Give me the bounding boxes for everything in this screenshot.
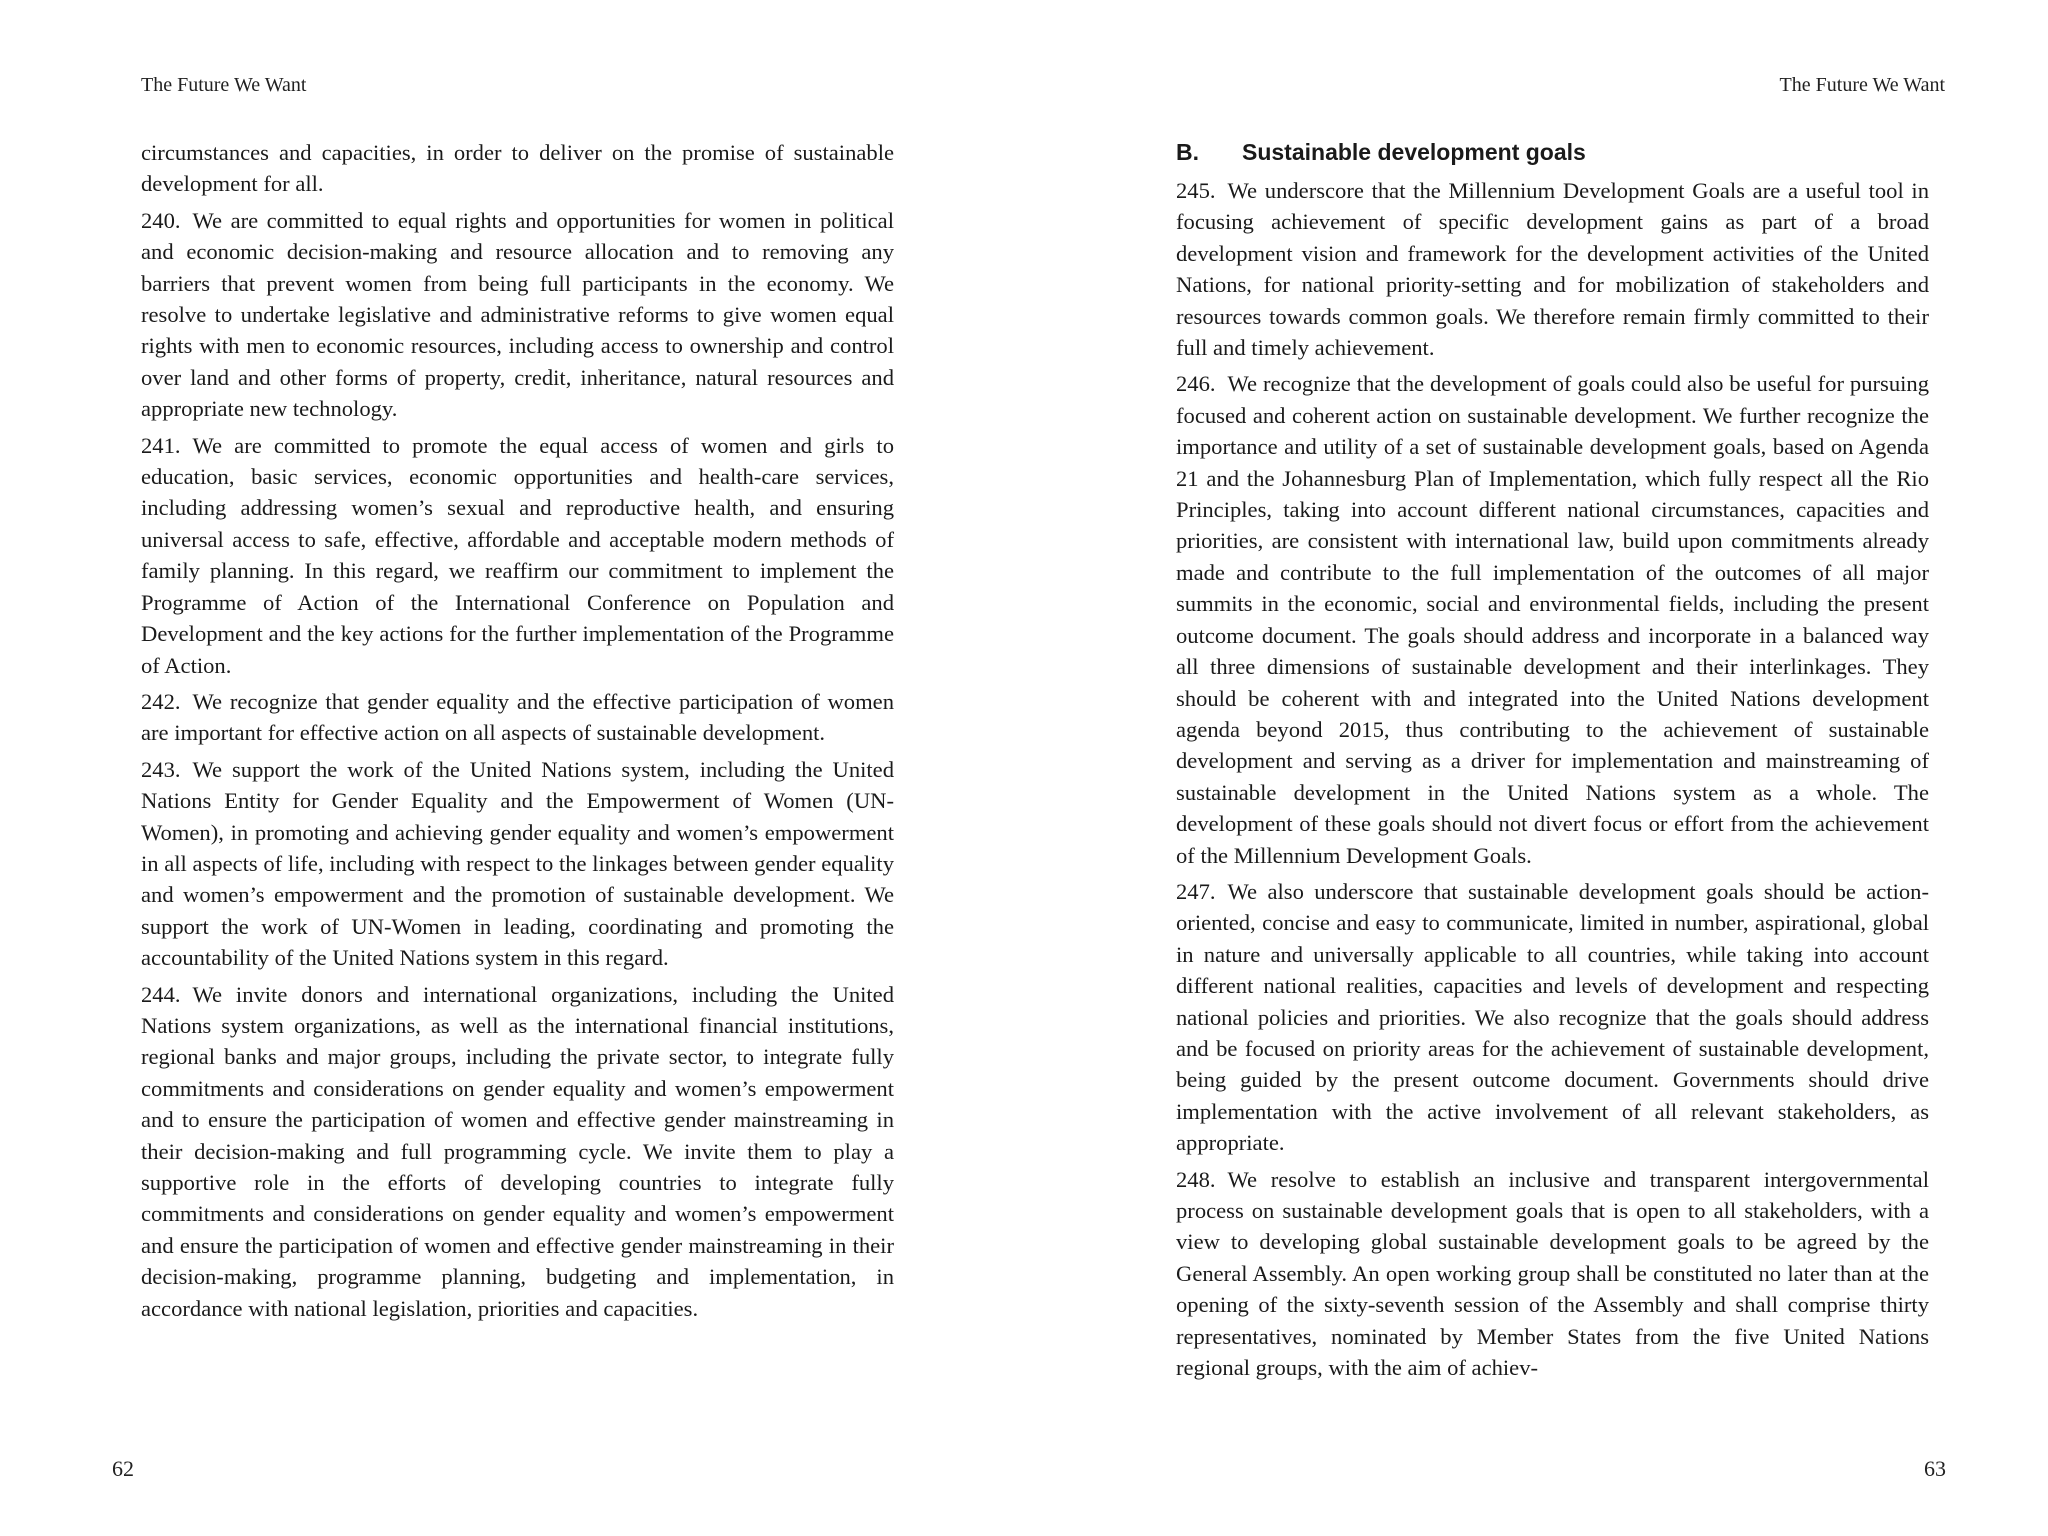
paragraph-number: 246. — [1176, 371, 1216, 397]
paragraph-text: We are committed to promote the equal access of women and girls to education, basic services, economic opportunities and health-care services, including addressing women’s sexual and reproductive health, and ensuring universal access to safe, effective, affordable and acceptable modern methods of family planning. In this regard, we reaffirm our commitment to implement the Programme of Action of the International Conference on Population and Development and the key actions for the further implementation of the Programme of Action. — [141, 432, 894, 678]
continuation-paragraph: circumstances and capacities, in order to deliver on the promise of sustainable development for all. — [141, 140, 894, 197]
running-head: The Future We Want — [141, 74, 307, 96]
paragraph-text: We support the work of the United Nations system, including the United Nations Entity for Gender Equality and the Empowerment of Women (UN-Women), in promoting and achieving gender equality and women’s empowerment in all aspects of life, including with respect to the linkages between gender equality and women’s empowerment and the promotion of sustainable development. We support the work of UN-Women in leading, coordinating and promoting the accountability of the United Nations system in this regard. — [141, 756, 894, 971]
section-title: Sustainable development goals — [1242, 139, 1586, 165]
section-letter: B. — [1176, 139, 1199, 165]
paragraph-242 — [141, 686, 894, 749]
paragraph-number: 241. — [141, 432, 181, 458]
right-text-block — [1176, 137, 1929, 1388]
paragraph-number: 242. — [141, 688, 181, 714]
paragraph-241 — [141, 430, 894, 681]
paragraph-text: We resolve to establish an inclusive and transparent intergovernmental process on sustainable development goals that is open to all stakeholders, with a view to developing global sustainable development goals to be agreed by the General Assembly. An open working group shall be constituted no later than at the opening of the sixty-seventh session of the Assembly and shall comprise thirty representatives, nominated by Member States from the five United Nations regional groups, with the aim of achiev- — [1176, 1166, 1929, 1381]
paragraph-number: 248. — [1176, 1166, 1216, 1192]
paragraph-text: We invite donors and international organizations, including the United Nations system organizations, as well as the international financial institutions, regional banks and major groups, including the private sector, to integrate fully commitments and considerations on gender equality and women’s empowerment and to ensure the participation of women and effective gender mainstreaming in their decision-making and full programming cycle. We invite them to play a supportive role in the efforts of developing countries to integrate fully commitments and considerations on gender equality and women’s empowerment and ensure the participation of women and effective gender mainstreaming in their decision-making, programme planning, budgeting and implementation, in accordance with national legislation, priorities and capacities. — [141, 981, 894, 1321]
paragraph-248 — [1176, 1164, 1929, 1384]
paragraph-246 — [1176, 368, 1929, 871]
section-heading — [1176, 137, 1929, 167]
paragraph-number: 243. — [141, 756, 181, 782]
paragraph-text: We are committed to equal rights and opportunities for women in political and economic decision-making and resource allocation and to removing any barriers that prevent women from being full participants in the economy. We resolve to undertake legislative and administrative reforms to give women equal rights with men to economic resources, including access to ownership and control over land and other forms of property, credit, inheritance, natural resources and appropriate new technology. — [141, 207, 894, 422]
paragraph-243 — [141, 754, 894, 974]
paragraph-text: We underscore that the Millennium Development Goals are a useful tool in focusing achievement of specific development gains as part of a broad development vision and framework for the development activities of the United Nations, for national priority-setting and for mobilization of stakeholders and resources towards common goals. We therefore remain firmly committed to their full and timely achievement. — [1176, 178, 1929, 361]
paragraph-number: 247. — [1176, 878, 1216, 904]
paragraph-245 — [1176, 175, 1929, 363]
paragraph-number: 240. — [141, 207, 181, 233]
paragraph-247 — [1176, 876, 1929, 1159]
paragraph-240 — [141, 205, 894, 425]
paragraph-text: We recognize that gender equality and the effective participation of women are important for effective action on all aspects of sustainable development. — [141, 688, 894, 746]
running-head: The Future We Want — [1779, 74, 1945, 96]
paragraph-text: We recognize that the development of goals could also be useful for pursuing focused and coherent action on sustainable development. We further recognize the importance and utility of a set of sustainable development goals, based on Agenda 21 and the Johannesburg Plan of Implementation, which fully respect all the Rio Principles, taking into account different national circumstances, capacities and priorities, are consistent with international law, build upon commitments already made and contribute to the full implementation of the outcomes of all major summits in the economic, social and environmental fields, including the present outcome document. The goals should address and incorporate in a balanced way all three dimensions of sustainable development and their interlinkages. They should be coherent with and integrated into the United Nations development agenda beyond 2015, thus contributing to the achievement of sustainable development and serving as a driver for implementation and mainstreaming of sustainable development in the United Nations system as a whole. The development of these goals should not divert focus or effort from the achievement of the Millennium Development Goals. — [1176, 371, 1929, 868]
right-page — [1024, 0, 2048, 1536]
paragraph-number: 244. — [141, 981, 181, 1007]
page-number: 63 — [1924, 1456, 1946, 1481]
paragraph-text: We also underscore that sustainable development goals should be action-oriented, concise and easy to communicate, limited in number, aspirational, global in nature and universally applicable to all countries, while taking into account different national realities, capacities and levels of development and respecting national policies and priorities. We also recognize that the goals should address and be focused on priority areas for the achievement of sustainable development, being guided by the present outcome document. Governments should drive implementation with the active involvement of all relevant stakeholders, as appropriate. — [1176, 878, 1929, 1156]
paragraph-244 — [141, 979, 894, 1324]
page-number: 62 — [112, 1456, 134, 1481]
paragraph-number: 245. — [1176, 178, 1216, 203]
left-text-block — [141, 137, 894, 1329]
